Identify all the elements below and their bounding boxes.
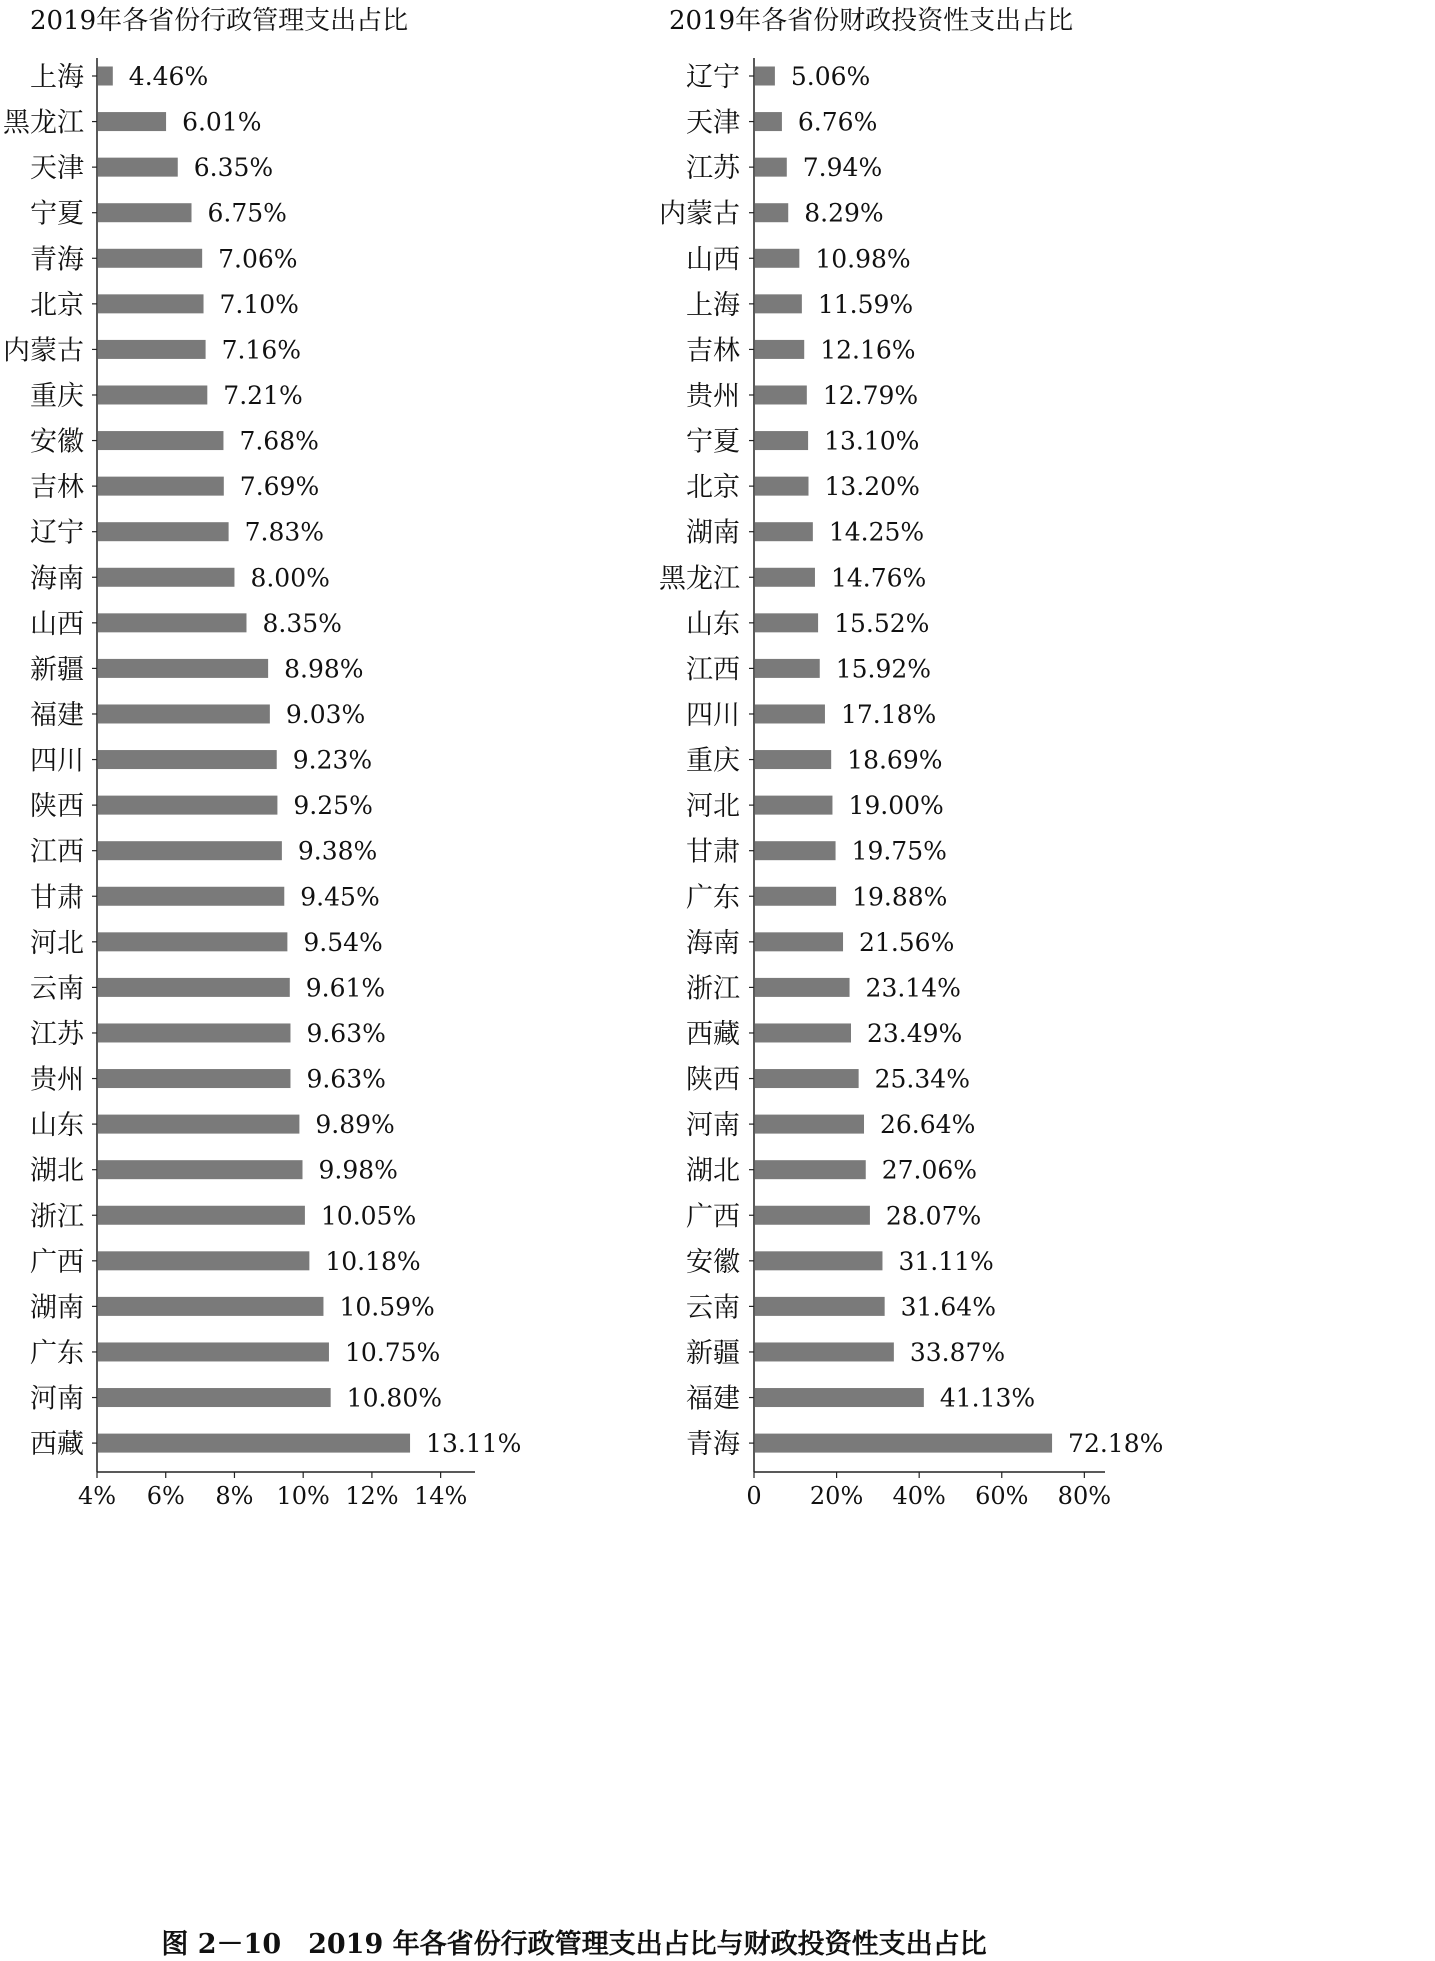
left-x-tick-label: 6% [146,1482,185,1510]
left-bar [98,796,277,815]
left-bar [98,431,223,450]
left-category-label: 天津 [30,153,84,185]
right-value-label: 15.92% [835,654,932,684]
left-value-label: 8.98% [284,654,364,684]
left-value-label: 7.69% [239,472,320,502]
left-value-label: 8.35% [262,608,342,638]
left-category-label: 四川 [30,745,84,777]
left-value-label: 7.21% [223,380,303,410]
right-value-label: 10.98% [815,244,911,274]
right-category-label: 海南 [686,927,740,959]
right-value-label: 14.25% [828,517,925,547]
left-value-label: 9.25% [293,791,373,821]
right-category-label: 广西 [686,1201,740,1233]
left-value-label: 10.59% [339,1292,435,1322]
left-bar [98,477,224,496]
right-bar [755,294,802,313]
right-bar [755,1251,882,1270]
left-bar [98,522,229,541]
left-category-label: 陕西 [30,791,84,823]
left-category-label: 江苏 [30,1018,84,1050]
right-category-label: 山东 [686,608,740,640]
left-category-label: 河北 [30,927,84,959]
right-bar [755,750,831,769]
left-x-tick-label: 10% [276,1482,330,1510]
left-x-tick-label: 14% [413,1482,468,1510]
left-category-label: 广东 [30,1337,84,1369]
left-category-label: 吉林 [30,472,84,504]
left-bar [98,932,287,951]
left-category-label: 贵州 [30,1064,84,1096]
left-value-label: 4.46% [128,62,209,91]
right-chart-title: 2019年各省份财政投资性支出占比 [669,6,1074,36]
right-value-label: 12.79% [822,380,919,410]
right-bar [755,522,813,541]
left-bar [98,249,202,268]
right-category-label: 重庆 [686,745,740,777]
right-value-label: 17.18% [840,699,937,729]
right-category-label: 青海 [686,1429,740,1461]
right-value-label: 12.16% [820,335,916,365]
left-bar [98,1160,302,1179]
left-bar [98,1023,290,1042]
right-category-label: 湖南 [686,517,740,549]
left-bar [98,841,282,860]
left-value-label: 7.06% [218,244,298,274]
left-bar [98,704,270,723]
right-category-label: 内蒙古 [659,198,740,230]
left-category-label: 安徽 [30,426,84,458]
right-category-label: 河南 [686,1110,740,1142]
right-value-label: 28.07% [885,1201,982,1231]
left-value-label: 10.75% [344,1337,441,1367]
left-value-label: 10.18% [325,1246,421,1276]
left-value-label: 6.35% [193,153,274,183]
left-category-label: 上海 [30,62,84,93]
right-value-label: 19.00% [848,791,944,821]
left-value-label: 6.01% [182,107,262,137]
left-value-label: 9.45% [300,882,380,912]
right-bar [755,796,832,815]
left-bar [98,887,284,906]
left-value-label: 13.11% [426,1429,522,1459]
right-bar [755,477,809,496]
right-bar [755,340,804,359]
left-bar [98,203,192,222]
left-bar [98,158,178,177]
left-bar [98,1434,410,1453]
left-bar [98,1206,305,1225]
left-value-label: 9.38% [297,836,378,866]
left-value-label: 9.89% [315,1110,395,1140]
left-value-label: 7.10% [219,289,299,319]
left-category-label: 内蒙古 [3,335,84,367]
right-value-label: 19.88% [852,882,948,912]
left-category-label: 云南 [30,973,84,1005]
left-category-label: 北京 [30,289,84,321]
right-value-label: 31.11% [898,1246,994,1276]
right-bar [755,1069,859,1088]
left-category-label: 山西 [30,608,84,640]
right-value-label: 13.20% [824,472,920,502]
right-value-label: 41.13% [939,1383,1036,1413]
left-category-label: 浙江 [30,1201,84,1233]
left-value-label: 9.98% [318,1155,398,1185]
right-value-label: 7.94% [802,153,883,183]
right-bar [755,158,787,177]
right-bar [755,613,818,632]
right-category-label: 四川 [686,699,740,731]
right-value-label: 18.69% [847,745,943,775]
left-category-label: 湖北 [30,1155,84,1187]
right-value-label: 14.76% [830,563,927,593]
right-category-label: 辽宁 [686,62,740,93]
left-value-label: 9.63% [306,1064,386,1094]
left-value-label: 10.05% [320,1201,417,1231]
right-value-label: 25.34% [874,1064,970,1094]
right-value-label: 21.56% [859,927,955,957]
right-bar [755,1342,894,1361]
right-bar [755,249,799,268]
left-category-label: 宁夏 [30,198,84,230]
right-bar [755,887,836,906]
left-bar [98,1115,299,1134]
left-category-label: 青海 [30,244,84,276]
left-category-label: 福建 [30,699,84,731]
left-category-label: 广西 [30,1246,84,1278]
right-value-label: 31.64% [900,1292,996,1322]
left-bar [98,750,277,769]
right-bar [755,203,788,222]
left-value-label: 7.16% [221,335,302,365]
right-category-label: 福建 [686,1383,740,1415]
right-bar [755,1160,866,1179]
right-value-label: 13.10% [824,426,920,456]
left-category-label: 海南 [30,563,84,595]
right-category-label: 浙江 [686,973,740,1005]
right-bar [755,1388,924,1407]
right-value-label: 27.06% [881,1155,978,1185]
left-bar [98,385,207,404]
right-bar [755,1023,851,1042]
right-value-label: 8.29% [804,198,884,228]
right-value-label: 19.75% [851,836,947,866]
left-bar [98,1297,323,1316]
left-bar [98,613,246,632]
left-bar [98,568,234,587]
right-value-label: 5.06% [790,62,871,91]
figure-caption: 图 2－10 2019 年各省份行政管理支出占比与财政投资性支出占比 [161,1929,987,1960]
right-bar [755,1206,870,1225]
right-category-label: 黑龙江 [659,563,740,595]
left-bar [98,1342,329,1361]
left-x-tick-label: 12% [345,1482,399,1510]
right-bar [755,932,843,951]
left-value-label: 9.23% [292,745,373,775]
left-category-label: 黑龙江 [3,107,84,139]
right-bar [755,1297,885,1316]
right-bar [755,431,808,450]
left-value-label: 9.54% [303,927,383,957]
right-x-tick-label: 80% [1057,1482,1112,1510]
right-category-label: 上海 [686,289,740,321]
left-category-label: 辽宁 [30,517,84,549]
left-value-label: 9.63% [306,1018,386,1048]
right-category-label: 广东 [686,882,740,914]
right-x-tick-label: 40% [892,1482,946,1510]
left-category-label: 湖南 [30,1292,84,1324]
right-category-label: 江苏 [686,153,740,185]
right-bar [755,704,825,723]
left-category-label: 新疆 [30,654,84,686]
left-bar [98,1069,290,1088]
right-category-label: 北京 [686,472,740,504]
left-bar [98,112,166,131]
right-bar [755,67,775,86]
right-bar [755,112,782,131]
right-category-label: 贵州 [686,380,740,412]
right-category-label: 陕西 [686,1064,740,1096]
right-category-label: 湖北 [686,1155,740,1187]
left-value-label: 7.83% [244,517,325,547]
right-category-label: 新疆 [686,1337,740,1369]
left-bar [98,1251,309,1270]
right-value-label: 23.49% [866,1018,963,1048]
right-value-label: 6.76% [797,107,878,137]
left-value-label: 7.68% [239,426,319,456]
right-bar [755,978,850,997]
left-category-label: 江西 [30,836,84,868]
right-category-label: 云南 [686,1292,740,1324]
right-value-label: 33.87% [909,1337,1006,1367]
left-value-label: 9.61% [305,973,386,1003]
right-category-label: 安徽 [686,1246,740,1278]
left-bar [98,1388,331,1407]
right-value-label: 26.64% [880,1110,976,1140]
right-bar [755,841,836,860]
right-category-label: 甘肃 [686,836,740,868]
right-x-tick-label: 60% [975,1482,1029,1510]
left-x-tick-label: 8% [215,1482,254,1510]
left-value-label: 8.00% [250,563,330,593]
right-bar [755,659,820,678]
left-bar [98,340,206,359]
right-category-label: 河北 [686,791,740,823]
left-chart-title: 2019年各省份行政管理支出占比 [30,6,409,36]
right-bar [755,568,815,587]
left-category-label: 甘肃 [30,882,84,914]
right-category-label: 宁夏 [686,426,740,458]
left-category-label: 河南 [30,1383,84,1415]
right-bar [755,1115,864,1134]
left-value-label: 6.75% [207,198,287,228]
right-x-tick-label: 0 [746,1482,762,1510]
left-category-label: 西藏 [30,1429,84,1461]
right-category-label: 天津 [686,107,740,139]
left-bar [98,294,204,313]
left-value-label: 10.80% [346,1383,443,1413]
left-bar [98,978,290,997]
right-bar [755,385,807,404]
right-category-label: 江西 [686,654,740,686]
right-category-label: 西藏 [686,1018,740,1050]
right-x-tick-label: 20% [809,1482,864,1510]
right-category-label: 吉林 [686,335,740,367]
left-value-label: 9.03% [285,699,366,729]
right-bar [755,1434,1052,1453]
right-value-label: 11.59% [817,289,914,319]
right-value-label: 23.14% [865,973,961,1003]
left-bar [98,67,113,86]
left-bar [98,659,268,678]
right-value-label: 72.18% [1068,1429,1164,1459]
left-category-label: 山东 [30,1110,84,1142]
left-category-label: 重庆 [30,380,84,412]
right-category-label: 山西 [686,244,740,276]
right-value-label: 15.52% [834,608,930,638]
left-x-tick-label: 4% [77,1482,117,1510]
